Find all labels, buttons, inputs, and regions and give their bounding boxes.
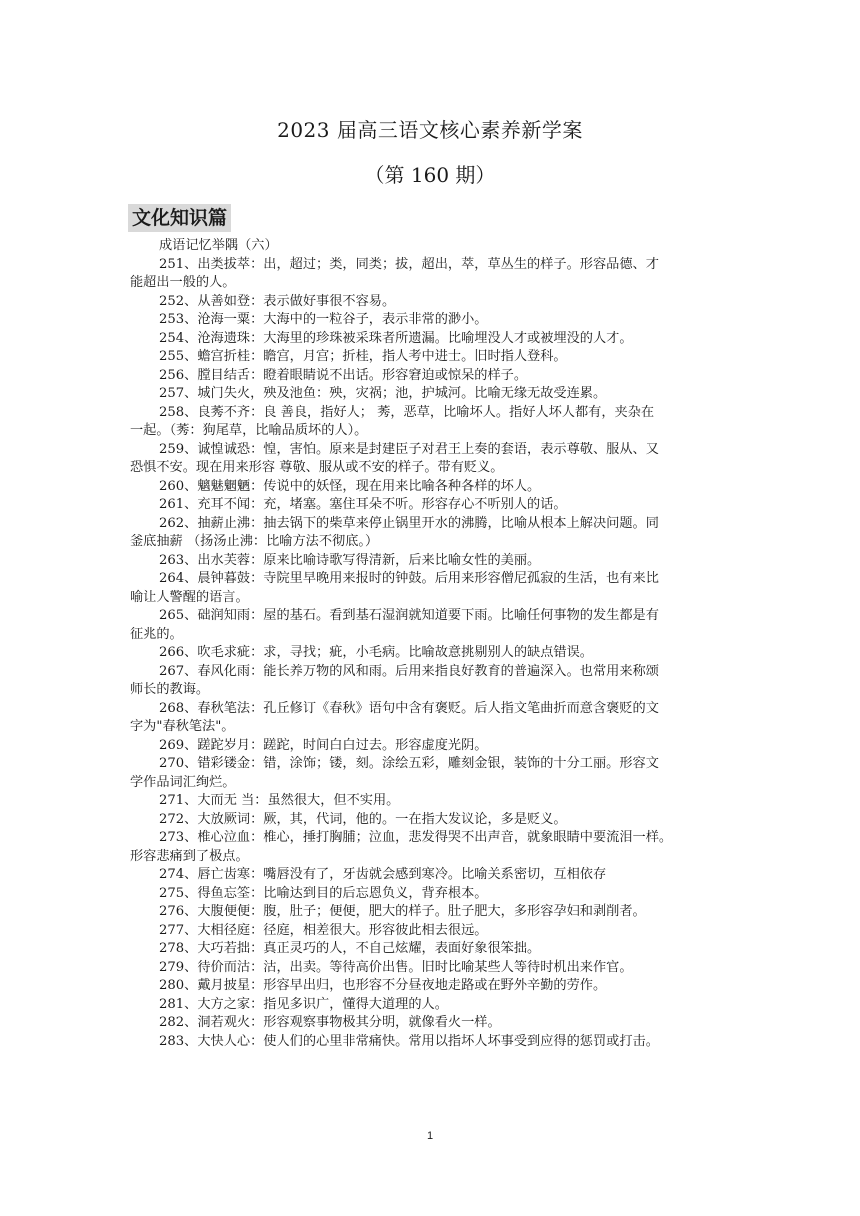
idiom-line: 字为"春秋笔法"。 [130, 719, 235, 734]
idiom-line: 270、错彩镂金：错，涂饰；镂，刻。涂绘五彩，雕刻金银，装饰的十分工丽。形容文 [159, 756, 659, 771]
idiom-list [130, 237, 733, 1051]
idiom-line: 281、大方之家：指见多识广，懂得大道理的人。 [159, 996, 448, 1012]
idiom-line: 275、得鱼忘筌：比喻达到目的后忘恩负义，背弃根本。 [159, 885, 488, 901]
idiom-line: 279、待价而沽：沽，出卖。等待高价出售。旧时比喻某些人等待时机出来作官。 [159, 959, 633, 975]
idiom-line: 259、诚惶诚恐：惶，害怕。原来是封建臣子对君王上奏的套语，表示尊敬、服从、又 [159, 441, 659, 457]
idiom-line: 260、魑魅魍魉：传说中的妖怪，现在用来比喻各种各样的坏人。 [159, 478, 541, 494]
idiom-line: 271、大而无 当：虽然很大，但不实用。 [159, 793, 400, 808]
idiom-line: 269、蹉跎岁月：蹉跎，时间白白过去。形容虚度光阴。 [159, 737, 488, 753]
idiom-line: 273、椎心泣血：椎心，捶打胸脯；泣血，悲发得哭不出声音，就象眼睛中要流泪一样。 [159, 830, 673, 845]
idiom-line: 262、抽薪止沸：抽去锅下的柴草来停止锅里开水的沸腾，比喻从根本上解决问题。同 [159, 515, 659, 531]
idiom-line: 274、唇亡齿寒：嘴唇没有了，牙齿就会感到寒冷。比喻关系密切，互相依存 [159, 867, 607, 882]
idiom-line: 267、春风化雨：能长养万物的风和雨。后用来指良好教育的普遍深入。也常用来称颂 [159, 663, 659, 679]
idiom-line: 恐惧不安。现在用来形容 尊敬、服从或不安的样子。带有贬义。 [130, 460, 504, 475]
idiom-line: 形容悲痛到了极点。 [130, 848, 249, 864]
document-subtitle: （第 160 期） [364, 163, 496, 187]
idiom-line: 釜底抽薪 （扬汤止沸：比喻方法不彻底。） [130, 534, 379, 549]
idiom-line: 278、大巧若拙：真正灵巧的人，不自己炫耀，表面好象很笨拙。 [159, 941, 541, 956]
idiom-line: 254、沧海遗珠：大海里的珍珠被采珠者所遗漏。比喻埋没人才或被埋没的人才。 [159, 330, 633, 346]
idiom-line: 263、出水芙蓉：原来比喻诗歌写得清新，后来比喻女性的美丽。 [159, 552, 541, 568]
document-title: 2023 届高三语文核心素养新学案 [277, 118, 583, 142]
idiom-line: 283、大快人心：使人们的心里非常痛快。常用以指坏人坏事受到应得的惩罚或打击。 [159, 1033, 659, 1049]
idiom-line: 征兆的。 [130, 626, 183, 642]
idiom-line: 264、晨钟暮鼓：寺院里早晚用来报时的钟鼓。后用来形容僧尼孤寂的生活，也有来比 [159, 571, 659, 586]
idiom-line: 277、大相径庭：径庭，相差很大。形容彼此相去很远。 [159, 922, 488, 938]
page-number: 1 [426, 1130, 434, 1142]
idiom-line: 学作品词汇绚烂。 [130, 774, 236, 790]
idiom-line: 251、出类拔萃：出，超过；类，同类；拔，超出，萃，草丛生的样子。形容品德、才 [159, 256, 659, 272]
idiom-line: 282、洞若观火：形容观察事物极其分明，就像看火一样。 [159, 1015, 501, 1030]
list-heading: 成语记忆举隅（六） [159, 238, 278, 253]
idiom-line: 276、大腹便便：腹，肚子；便便，肥大的样子。肚子肥大，多形容孕妇和剥削者。 [159, 904, 646, 919]
idiom-line: 280、戴月披星：形容早出归，也形容不分昼夜地走路或在野外辛勤的劳作。 [159, 978, 607, 993]
idiom-line: 265、础润知雨：屋的基石。看到基石湿润就知道要下雨。比喻任何事物的发生都是有 [159, 608, 659, 623]
idiom-line: 能超出一般的人。 [130, 275, 236, 290]
idiom-line: 261、充耳不闻：充，堵塞。塞住耳朵不听。形容存心不听别人的话。 [159, 497, 567, 512]
idiom-line: 255、蟾宫折桂：瞻宫，月宫；折桂，指人考中进士。旧时指人登科。 [159, 349, 567, 364]
idiom-line: 253、沧海一粟：大海中的一粒谷子，表示非常的渺小。 [159, 312, 488, 327]
idiom-line: 喻让人警醒的语言。 [130, 589, 249, 605]
idiom-line: 268、春秋笔法：孔丘修订《春秋》语句中含有褒贬。后人指文笔曲折而意含褒贬的文 [159, 700, 659, 716]
idiom-line: 266、吹毛求疵：求，寻找；疵，小毛病。比喻故意挑剔别人的缺点错误。 [159, 645, 593, 660]
idiom-line: 一起。（莠：狗尾草，比喻品质坏的人）。 [130, 423, 368, 438]
idiom-line: 252、从善如登：表示做好事很不容易。 [159, 293, 396, 309]
idiom-line: 272、大放厥词：厥，其，代词，他的。一在指大发议论，多是贬义。 [159, 811, 567, 827]
section-heading: 文化知识篇 [128, 204, 231, 232]
idiom-line: 师长的教诲。 [130, 682, 210, 697]
idiom-line: 257、城门失火，殃及池鱼：殃，灾祸；池，护城河。比喻无缘无故受连累。 [159, 386, 607, 401]
idiom-line: 258、良莠不齐：良 善良，指好人； 莠，恶草，比喻坏人。指好人坏人都有，夹杂在 [159, 404, 655, 420]
idiom-line: 256、膛目结舌：瞪着眼睛说不出话。形容窘迫或惊呆的样子。 [159, 367, 528, 383]
